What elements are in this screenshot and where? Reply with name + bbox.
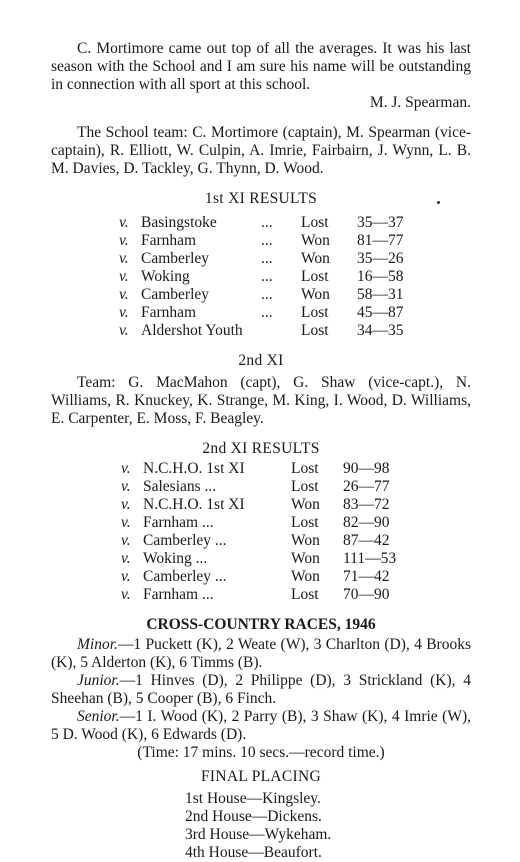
result-row	[119, 250, 404, 268]
match-score: 83—72	[343, 496, 390, 513]
versus-label: v.	[119, 214, 129, 231]
placing-row-1: 1st House—Kingsley.	[185, 790, 321, 807]
versus-label: v.	[119, 250, 129, 267]
second-xi-results-table	[121, 460, 396, 604]
match-result: Lost	[291, 514, 319, 531]
signature: M. J. Spearman.	[369, 94, 471, 111]
versus-label: v.	[121, 496, 131, 513]
result-row	[119, 268, 404, 286]
opponent-name: Farnham ...	[143, 514, 214, 531]
match-score: 16—58	[357, 268, 404, 285]
match-score: 90—98	[343, 460, 390, 477]
match-result: Won	[291, 550, 320, 567]
match-result: Won	[291, 532, 320, 549]
leader-dots	[261, 322, 301, 340]
match-result: Lost	[301, 214, 329, 231]
versus-label: v.	[121, 550, 131, 567]
first-xi-heading: 1st XI RESULTS	[204, 190, 318, 207]
match-score: 82—90	[343, 514, 390, 531]
result-row	[119, 304, 404, 322]
result-row	[119, 322, 404, 340]
match-result: Lost	[301, 304, 329, 321]
result-row	[121, 514, 396, 532]
match-score: 58—31	[357, 286, 404, 303]
versus-label: v.	[121, 478, 131, 495]
result-row	[121, 532, 396, 550]
cross-country-heading: CROSS-COUNTRY RACES, 1946	[146, 616, 376, 633]
senior-results: —1 I. Wood (K), 2 Parry (B), 3 Shaw (K), 4 Imrie (W), 5 D. Wood (K), 6 Edwards (D).	[51, 708, 471, 743]
match-result: Lost	[291, 478, 319, 495]
versus-label: v.	[121, 586, 131, 603]
second-xi-results-heading: 2nd XI RESULTS	[202, 440, 320, 457]
match-result: Won	[291, 568, 320, 585]
result-row	[119, 214, 404, 232]
match-result: Lost	[301, 322, 329, 339]
opponent-name: Woking ...	[143, 550, 208, 567]
match-result: Won	[301, 286, 330, 303]
leader-dots: ...	[261, 214, 273, 231]
final-placing-list	[185, 790, 471, 862]
result-row	[121, 478, 396, 496]
result-row	[121, 496, 396, 514]
versus-label: v.	[119, 232, 129, 249]
match-score: 26—77	[343, 478, 390, 495]
opponent-name: Farnham	[141, 304, 197, 321]
result-row	[119, 286, 404, 304]
leader-dots: ...	[261, 268, 273, 285]
match-score: 35—26	[357, 250, 404, 267]
second-xi-heading: 2nd XI	[238, 352, 284, 369]
result-row	[121, 586, 396, 604]
match-score: 81—77	[357, 232, 404, 249]
print-speck	[437, 201, 440, 204]
opponent-name: Woking	[141, 268, 190, 285]
junior-race-paragraph	[51, 672, 471, 708]
minor-race-paragraph	[51, 636, 471, 672]
leader-dots: ...	[261, 232, 273, 249]
junior-results: —1 Hinves (D), 2 Philippe (D), 3 Strickland (K), 4 Sheehan (B), 5 Cooper (B), 6 Finch.	[51, 672, 471, 707]
opponent-name: N.C.H.O. 1st XI	[143, 460, 245, 477]
opponent-name: Basingstoke	[141, 214, 217, 231]
leader-dots: ...	[261, 250, 273, 267]
versus-label: v.	[121, 532, 131, 549]
opponent-name: Farnham ...	[143, 586, 214, 603]
minor-label: Minor.	[77, 636, 118, 653]
senior-race-paragraph	[51, 708, 471, 744]
second-xi-team-paragraph: Team: G. MacMahon (capt), G. Shaw (vice-capt.), N. Williams, R. Knuckey, K. Strange, M. King, I. Wood, D. Williams, E. Carpenter, E. Moss, F. Beagley.	[51, 374, 471, 427]
cross-country-results	[51, 636, 471, 762]
document-page	[51, 40, 471, 862]
match-result: Lost	[291, 460, 319, 477]
result-row	[121, 568, 396, 586]
placing-row-4: 4th House—Beaufort.	[185, 844, 322, 861]
opponent-name: Aldershot Youth	[141, 322, 243, 339]
opponent-name: N.C.H.O. 1st XI	[143, 496, 245, 513]
match-score: 71—42	[343, 568, 390, 585]
opponent-name: Camberley ...	[143, 568, 227, 585]
match-score: 35—37	[357, 214, 404, 231]
match-result: Lost	[301, 268, 329, 285]
match-result: Lost	[291, 586, 319, 603]
match-score: 111—53	[343, 550, 397, 567]
leader-dots: ...	[261, 304, 273, 321]
versus-label: v.	[119, 268, 129, 285]
opponent-name: Salesians ...	[143, 478, 217, 495]
result-row	[119, 232, 404, 250]
intro-paragraph: C. Mortimore came out top of all the averages. It was his last season with the School and I am sure his name will be outstanding in connection with all sport at this school.	[51, 40, 471, 93]
match-score: 34—35	[357, 322, 404, 339]
final-placing-heading: FINAL PLACING	[200, 768, 321, 785]
versus-label: v.	[121, 568, 131, 585]
match-score: 87—42	[343, 532, 390, 549]
versus-label: v.	[119, 322, 129, 339]
placing-row-2: 2nd House—Dickens.	[185, 808, 322, 825]
opponent-name: Camberley	[141, 250, 210, 267]
result-row	[121, 550, 396, 568]
senior-label: Senior.	[77, 708, 120, 725]
match-result: Won	[291, 496, 320, 513]
opponent-name: Camberley	[141, 286, 210, 303]
match-score: 70—90	[343, 586, 390, 603]
junior-label: Junior.	[77, 672, 120, 689]
versus-label: v.	[119, 304, 129, 321]
result-row	[121, 460, 396, 478]
school-team-paragraph: The School team: C. Mortimore (captain), M. Spearman (vice-captain), R. Elliott, W. Culpin, A. Imrie, Fairbairn, J. Wynn, L. B. M. Davies, D. Tackley, G. Thynn, D. Wood.	[51, 124, 471, 177]
match-score: 45—87	[357, 304, 404, 321]
versus-label: v.	[121, 514, 131, 531]
opponent-name: Camberley ...	[143, 532, 227, 549]
match-result: Won	[301, 232, 330, 249]
record-time: (Time: 17 mins. 10 secs.—record time.)	[137, 744, 385, 761]
match-result: Won	[301, 250, 330, 267]
leader-dots: ...	[261, 286, 273, 303]
first-xi-results-table	[119, 214, 404, 340]
versus-label: v.	[119, 286, 129, 303]
minor-results: —1 Puckett (K), 2 Weate (W), 3 Charlton (D), 4 Brooks (K), 5 Alderton (K), 6 Timms (B).	[51, 636, 471, 671]
versus-label: v.	[121, 460, 131, 477]
placing-row-3: 3rd House—Wykeham.	[185, 826, 332, 843]
opponent-name: Farnham	[141, 232, 197, 249]
